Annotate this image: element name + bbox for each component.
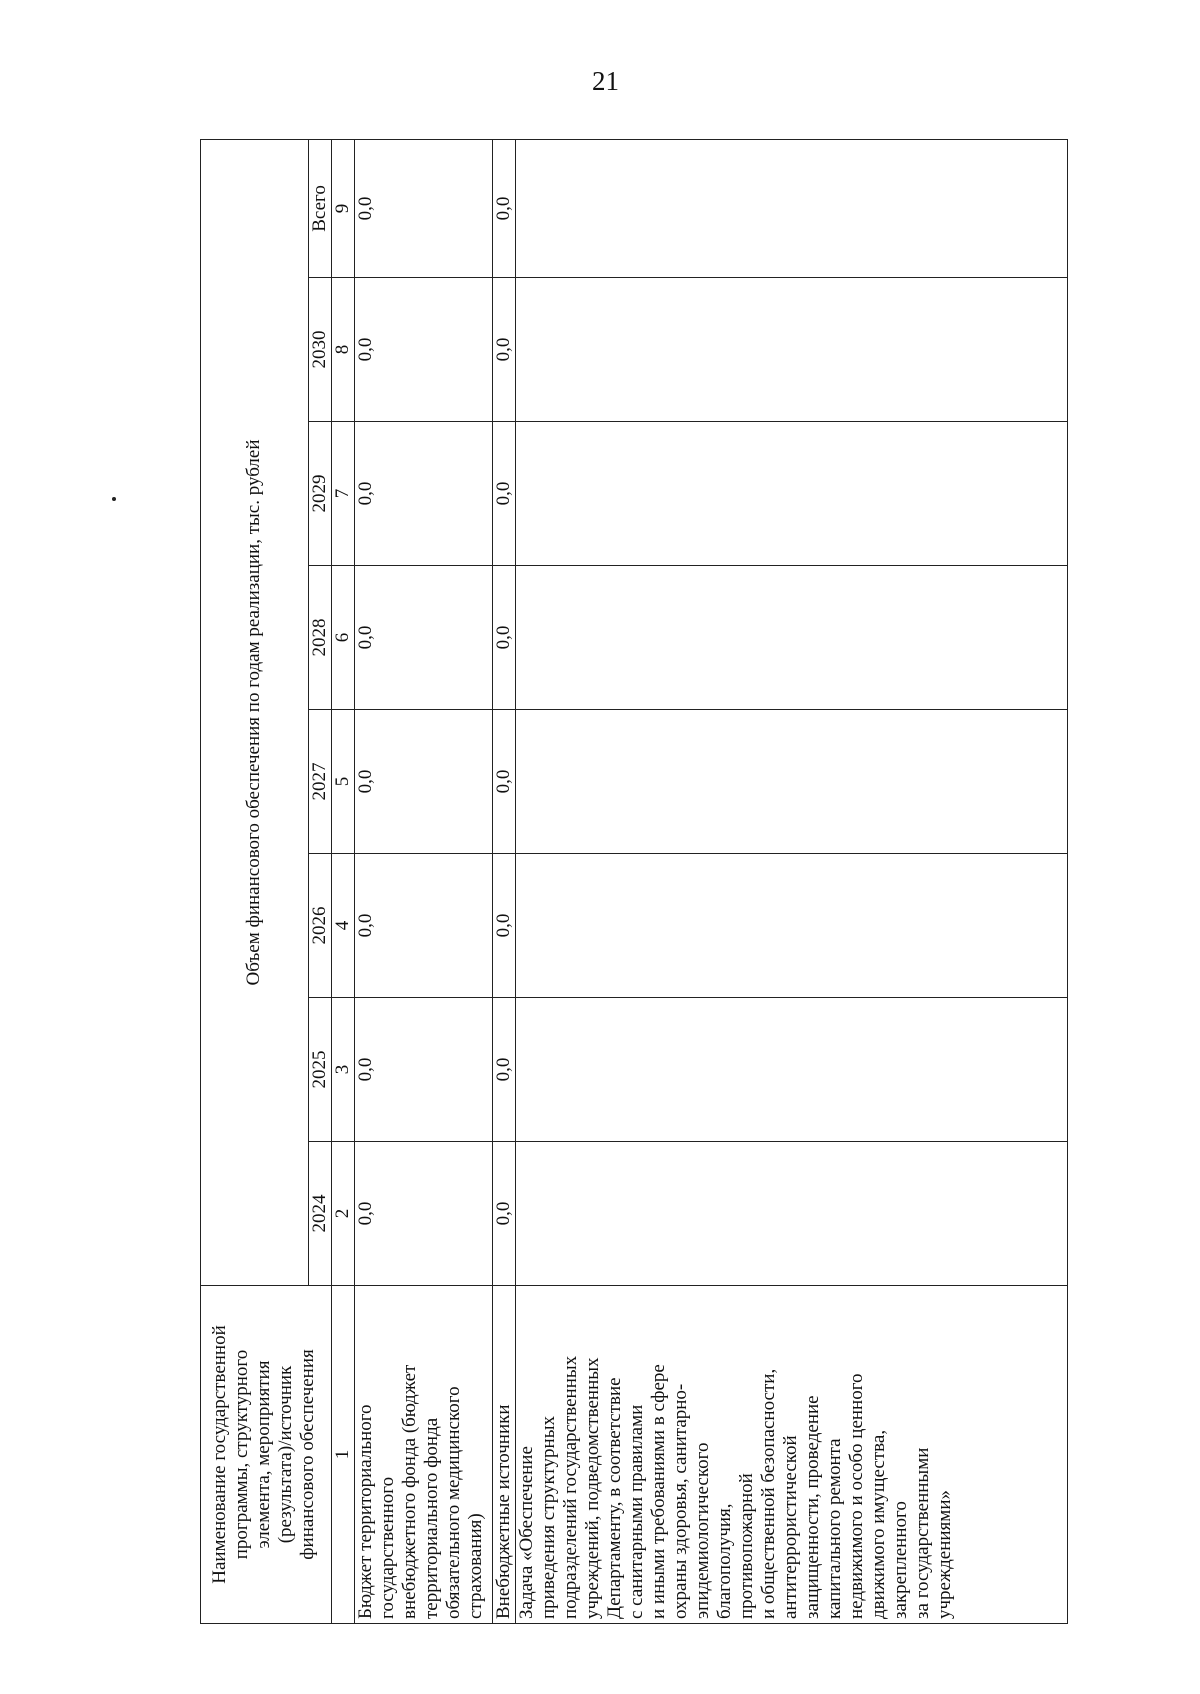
header-name-line: элемента, мероприятия [253,1360,274,1549]
row-name-line: Департаменту, в соответствие [604,1377,625,1619]
row-name-line: охраны здоровья, санитарно- [670,1383,691,1619]
value-cell: 0,0 [355,854,493,998]
value-cell: 0,0 [493,422,516,566]
row-name-line: страхования) [465,1513,486,1619]
row-name-line: государственного [377,1476,398,1619]
row-name-line: эпидемиологического [692,1442,713,1619]
column-number: 8 [332,278,355,422]
value-cell: 0,0 [355,998,493,1142]
header-name-line: (результата)/источник [275,1365,296,1544]
row-name-line: благополучия, [714,1503,735,1619]
row-name-line: территориального фонда [421,1417,442,1619]
table-row [516,139,1068,1623]
row-name-line: учреждениями» [934,1490,955,1619]
total-header: Всего [309,139,332,277]
row-name-line: и общественной безопасности, [758,1368,779,1619]
row-name-line: подразделений государственных [560,1355,581,1619]
header-name-cell [201,1286,332,1624]
value-cell [516,278,1068,422]
value-cell [516,566,1068,710]
column-number: 1 [332,1286,355,1624]
row-name-line: Внебюджетные источники [493,1404,514,1619]
row-name-line: недвижимого и особо ценного [846,1373,867,1619]
year-header: 2025 [309,998,332,1142]
column-number: 3 [332,998,355,1142]
row-name-line: защищенности, проведение [802,1395,823,1619]
value-cell: 0,0 [355,566,493,710]
year-header: 2029 [309,422,332,566]
row-name-cell [516,1286,1068,1624]
header-name-line: программы, структурного [231,1349,252,1560]
value-cell: 0,0 [355,710,493,854]
row-name-line: обязательного медицинского [443,1386,464,1619]
value-cell: 0,0 [355,1142,493,1286]
stray-dot [112,497,116,501]
year-header: 2030 [309,278,332,422]
row-name-cell [355,1286,493,1624]
header-name-line: финансового обеспечения [297,1349,318,1560]
value-cell: 0,0 [493,278,516,422]
row-name-line: Бюджет территориального [355,1404,376,1619]
row-name-line: с санитарными правилами [626,1404,647,1619]
value-cell: 0,0 [493,1142,516,1286]
year-header: 2024 [309,1142,332,1286]
row-name-line: внебюджетного фонда (бюджет [399,1364,420,1619]
row-name-cell [493,1286,516,1624]
table-row [355,139,493,1623]
value-cell [516,854,1068,998]
row-name-line: учреждений, подведомственных [582,1357,603,1619]
column-number: 4 [332,854,355,998]
row-name-line: противопожарной [736,1473,757,1619]
header-name-line: Наименование государственной [209,1325,230,1584]
column-number: 7 [332,422,355,566]
value-cell: 0,0 [493,566,516,710]
value-cell [516,998,1068,1142]
value-cell: 0,0 [493,710,516,854]
row-name-line: и иными требованиями в сфере [648,1364,669,1619]
column-number: 6 [332,566,355,710]
row-name-line: антитеррористической [780,1435,801,1619]
column-number: 2 [332,1142,355,1286]
row-name-line: Задача «Обеспечение [516,1446,537,1619]
row-name-line: закрепленного [890,1501,911,1619]
row-name-line: капитального ремонта [824,1438,845,1619]
year-header: 2028 [309,566,332,710]
value-cell: 0,0 [355,139,493,277]
column-number: 5 [332,710,355,854]
value-cell [516,710,1068,854]
value-cell: 0,0 [493,998,516,1142]
value-cell: 0,0 [355,422,493,566]
value-cell: 0,0 [493,139,516,277]
page-number: 21 [592,66,619,96]
table-landscape [200,140,1068,1624]
rotated-table-frame [200,140,1068,1624]
value-cell [516,422,1068,566]
value-cell: 0,0 [493,854,516,998]
header-volume: Объем финансового обеспечения по годам реализации, тыс. рублей [201,139,309,1285]
table-row [493,139,516,1623]
value-cell [516,139,1068,277]
value-cell [516,1142,1068,1286]
row-name-line: приведения структурных [538,1416,559,1619]
column-number: 9 [332,139,355,277]
year-header: 2027 [309,710,332,854]
financing-table [200,139,1068,1624]
row-name-line: за государственными [912,1447,933,1619]
year-header: 2026 [309,854,332,998]
row-name-line: движимого имущества, [868,1429,889,1619]
value-cell: 0,0 [355,278,493,422]
